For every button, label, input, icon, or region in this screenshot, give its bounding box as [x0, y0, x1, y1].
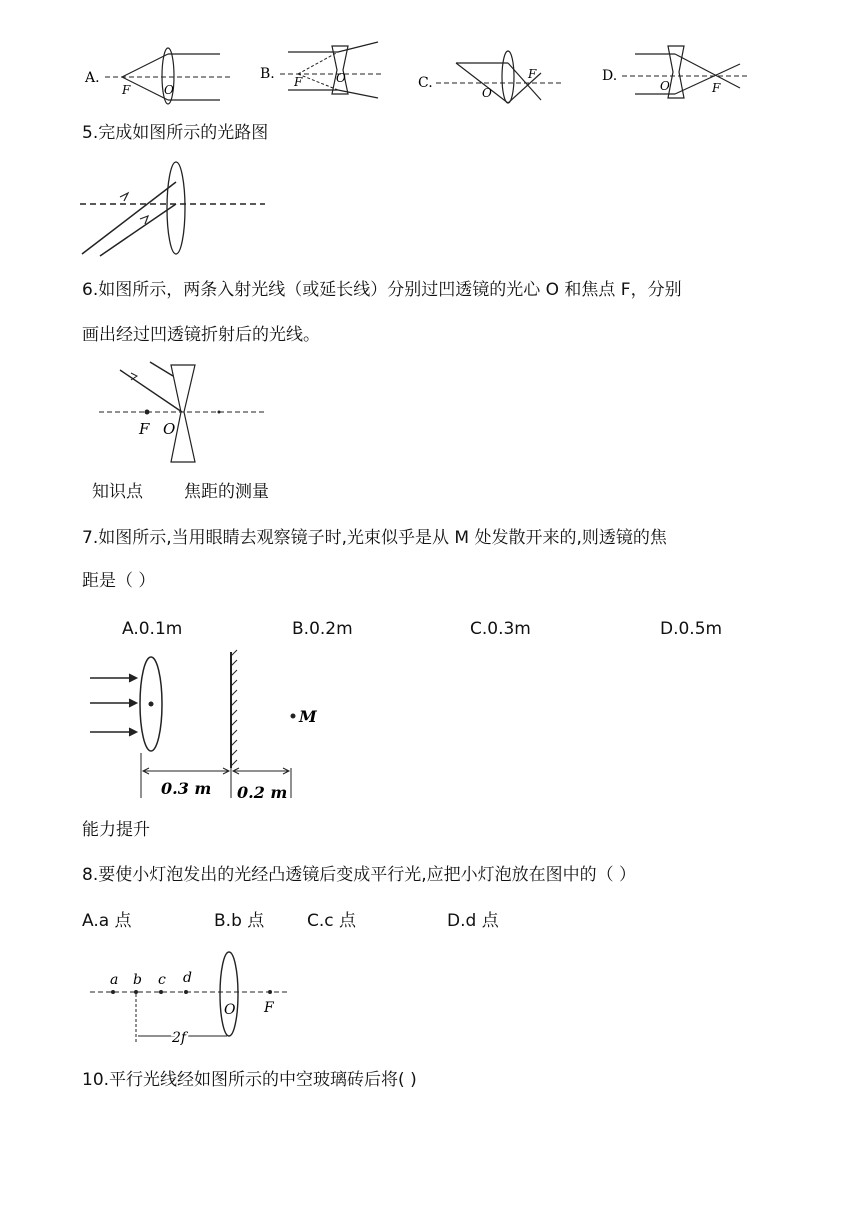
- question-8-text: 8.要使小灯泡发出的光经凸透镜后变成平行光,应把小灯泡放在图中的（ ）: [82, 865, 637, 885]
- option-d-o-label: O: [660, 79, 670, 93]
- option-d-letter: D.: [602, 68, 618, 84]
- question-8-label-2f: 2f: [172, 1030, 187, 1046]
- question-8-option-d: D.d 点: [447, 911, 499, 931]
- section-label-knowledge: 知识点: [92, 482, 143, 502]
- option-b-diagram: [258, 40, 388, 100]
- option-a-letter: A.: [85, 70, 100, 86]
- question-6-f-label: F: [139, 420, 150, 438]
- question-7-option-a: A.0.1m: [122, 619, 183, 639]
- option-a-diagram: [80, 40, 240, 110]
- option-c-diagram: [416, 45, 566, 105]
- question-7-option-d: D.0.5m: [660, 619, 723, 639]
- question-7-option-c: C.0.3m: [470, 619, 531, 639]
- question-7-option-b: B.0.2m: [292, 619, 353, 639]
- question-6-line-2: 画出经过凹透镜折射后的光线。: [82, 325, 320, 345]
- option-b-o-label: O: [336, 71, 346, 85]
- option-d-diagram: [600, 40, 750, 105]
- option-c-letter: C.: [418, 75, 433, 91]
- question-8-label-c: c: [158, 972, 166, 988]
- question-7-diagram: [85, 648, 335, 808]
- section-topic: 焦距的测量: [184, 482, 269, 502]
- question-7-distance-2: 0.2 m: [237, 783, 288, 802]
- option-a-o-label: O: [164, 83, 174, 97]
- question-5-text: 5.完成如图所示的光路图: [82, 123, 269, 143]
- question-7-m-label: M: [299, 707, 317, 726]
- question-8-diagram: [88, 950, 298, 1050]
- question-5-diagram: [80, 160, 270, 260]
- question-8-label-d: d: [183, 970, 192, 986]
- question-8-label-b: b: [133, 972, 142, 988]
- question-6-o-label: O: [163, 420, 176, 438]
- question-8-option-c: C.c 点: [307, 911, 357, 931]
- question-7-distance-1: 0.3 m: [161, 779, 212, 798]
- option-c-o-label: O: [482, 86, 492, 100]
- question-6-diagram: [95, 360, 275, 470]
- question-7-line-2: 距是（ ）: [82, 571, 156, 591]
- question-8-option-a: A.a 点: [82, 911, 132, 931]
- option-d-f-label: F: [712, 81, 721, 95]
- section-label-ability: 能力提升: [82, 820, 150, 840]
- question-7-line-1: 7.如图所示,当用眼睛去观察镜子时,光束似乎是从 M 处发散开来的,则透镜的焦: [82, 528, 667, 548]
- option-b-f-label: F: [294, 75, 303, 89]
- option-a-f-label: F: [122, 83, 131, 97]
- option-b-letter: B.: [260, 66, 275, 82]
- option-c-f-label: F: [528, 67, 537, 81]
- question-8-label-f: F: [264, 1000, 274, 1016]
- question-10-text: 10.平行光线经如图所示的中空玻璃砖后将( ): [82, 1070, 417, 1090]
- question-8-label-o: O: [224, 1002, 236, 1018]
- question-6-line-1: 6.如图所示，两条入射光线（或延长线）分别过凹透镜的光心 O 和焦点 F，分别: [82, 280, 682, 300]
- question-8-option-b: B.b 点: [214, 911, 265, 931]
- question-8-label-a: a: [110, 972, 119, 988]
